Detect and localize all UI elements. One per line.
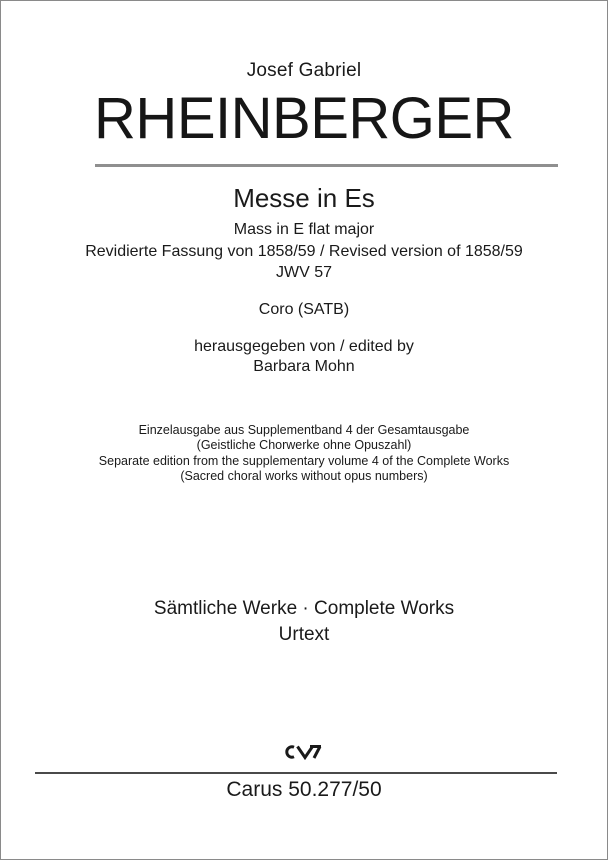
catalog-number: Carus 50.277/50 [226, 778, 382, 801]
work-subtitle: Mass in E flat major [233, 221, 375, 238]
catalogue-number: JWV 57 [275, 264, 332, 281]
footer-divider [35, 772, 557, 774]
edition-note-line-3: Separate edition from the supplementary volume 4 of the Complete Works [98, 454, 510, 468]
carus-logo-icon [283, 744, 323, 760]
composer-first-names: Josef Gabriel [246, 60, 362, 81]
header-divider [95, 164, 558, 167]
editor-name: Barbara Mohn [253, 358, 355, 375]
version-note: Revidierte Fassung von 1858/59 / Revised version of 1858/59 [85, 243, 523, 260]
edition-note-line-1: Einzelausgabe aus Supplementband 4 der Gesamtausgabe [138, 423, 470, 437]
series-urtext: Urtext [278, 624, 330, 645]
edition-note-line-2: (Geistliche Chorwerke ohne Opuszahl) [196, 438, 412, 452]
composer-surname: RHEINBERGER [94, 86, 514, 151]
editor-label: herausgegeben von / edited by [194, 338, 414, 355]
work-title: Messe in Es [233, 183, 375, 213]
edition-note-line-4: (Sacred choral works without opus numbers) [180, 469, 428, 483]
scoring: Coro (SATB) [258, 301, 350, 318]
series-title: Sämtliche Werke · Complete Works [153, 598, 455, 619]
